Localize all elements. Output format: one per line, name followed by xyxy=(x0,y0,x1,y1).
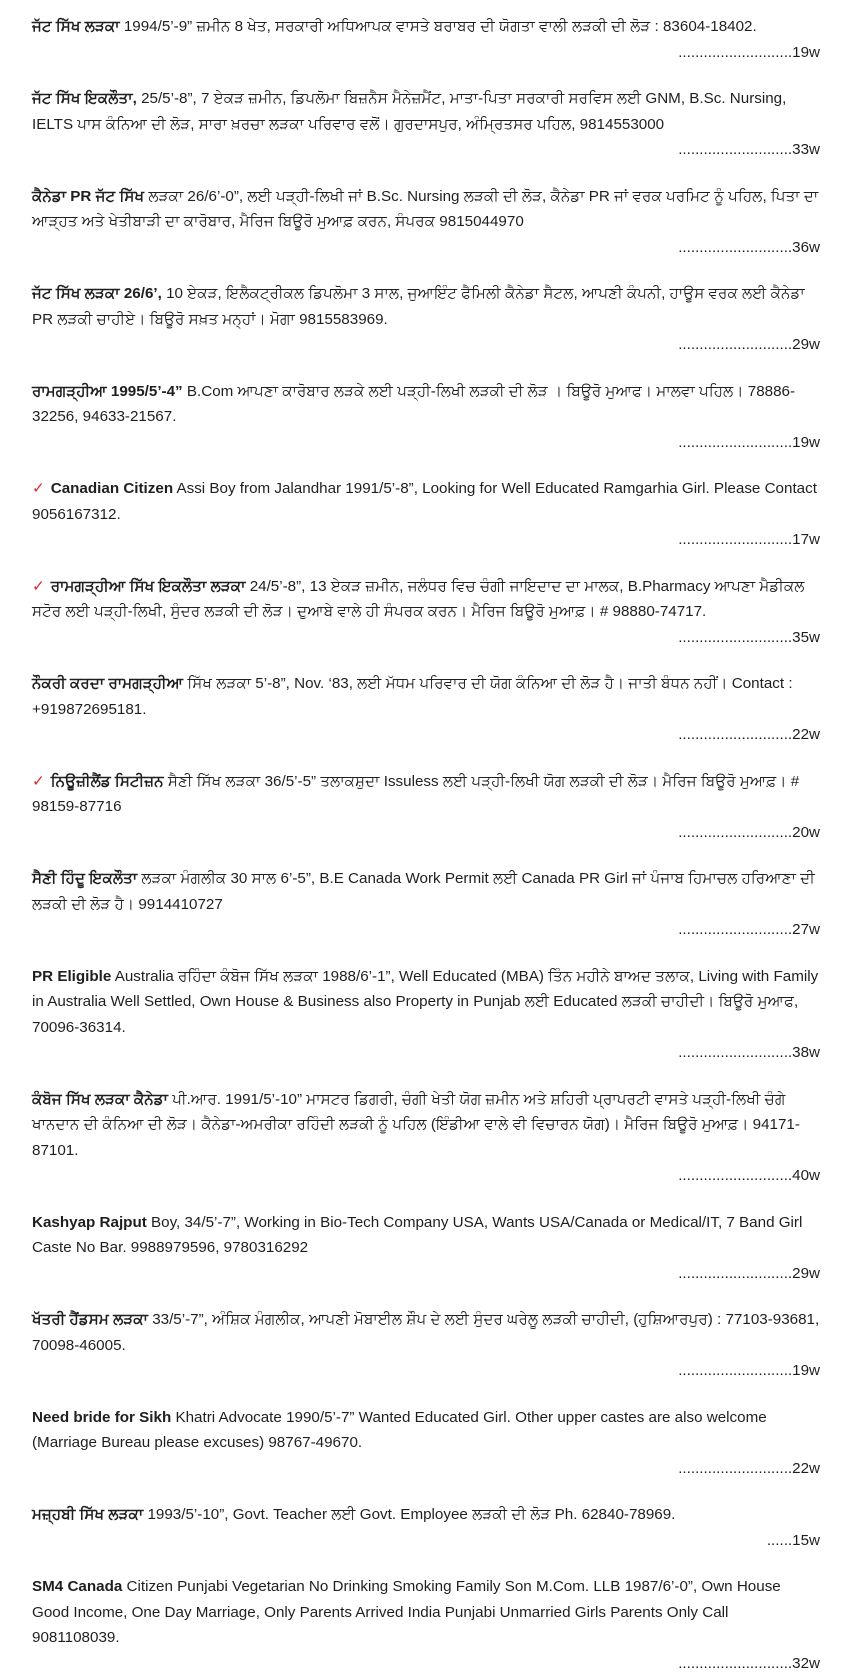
ad-text: 10 ਏਕੜ, ਇਲੈਕਟ੍ਰੀਕਲ ਡਿਪਲੋਮਾ 3 ਸਾਲ, ਜੁਆਇੰਟ ਫੈਮਿਲੀ ਕੈਨੇਡਾ ਸੈਟਲ, ਆਪਣੀ ਕੰਪਨੀ, ਹਾਊਸ ਵਰਕ ਲਈ ਕੈਨੇਡਾ PR ਲੜਕੀ ਚਾਹੀਏ। ਬਿਊਰੋ ਸਖ਼ਤ ਮਨ੍ਹਾਂ। ਮੋਗਾ 9815583969. xyxy=(32,285,805,328)
word-count: ...........................38w xyxy=(32,1040,820,1066)
ad-body xyxy=(32,14,820,40)
ad-entry xyxy=(32,86,820,163)
word-count: ...........................19w xyxy=(32,1358,820,1384)
ad-heading: Kashyap Rajput xyxy=(32,1214,147,1231)
ad-entry xyxy=(32,964,820,1066)
ad-entry xyxy=(32,184,820,261)
word-count: ...........................29w xyxy=(32,1261,820,1287)
ad-heading: ਨੌਕਰੀ ਕਰਦਾ ਰਾਮਗੜ੍ਹੀਆ xyxy=(32,675,183,692)
ad-heading: ਜੱਟ ਸਿੱਖ ਲੜਕਾ 26/6’, xyxy=(32,285,162,302)
ad-text: B.Com ਆਪਣਾ ਕਾਰੋਬਾਰ ਲੜਕੇ ਲਈ ਪੜ੍ਹੀ-ਲਿਖੀ ਲੜਕੀ ਦੀ ਲੋੜ । ਬਿਊਰੋ ਮੁਆਫ। ਮਾਲਵਾ ਪਹਿਲ। 78886-32256, 94633-21567. xyxy=(32,383,795,426)
ad-heading: ਕੈਨੇਡਾ PR ਜੱਟ ਸਿੱਖ xyxy=(32,188,144,205)
word-count: ...........................17w xyxy=(32,527,820,553)
checkmark-icon: ✓ xyxy=(32,480,45,497)
checkmark-icon: ✓ xyxy=(32,578,45,595)
ad-text: Assi Boy from Jalandhar 1991/5’-8”, Looking for Well Educated Ramgarhia Girl. Please Contact 9056167312. xyxy=(32,480,817,523)
checkmark-icon: ✓ xyxy=(32,773,45,790)
ad-body xyxy=(32,574,820,625)
word-count: ......15w xyxy=(32,1528,820,1554)
ad-heading: ਮਜ਼੍ਹਬੀ ਸਿੱਖ ਲੜਕਾ xyxy=(32,1506,143,1523)
word-count: ...........................20w xyxy=(32,820,820,846)
ad-text: 25/5’-8”, 7 ਏਕੜ ਜ਼ਮੀਨ, ਡਿਪਲੋਮਾ ਬਿਜ਼ਨੈਸ ਮੈਨੇਜ਼ਮੈਂਟ, ਮਾਤਾ-ਪਿਤਾ ਸਰਕਾਰੀ ਸਰਵਿਸ ਲਈ GNM, B.Sc. Nursing, IELTS ਪਾਸ ਕੰਨਿਆ ਦੀ ਲੋੜ, ਸਾਰਾ ਖ਼ਰਚਾ ਲੜਕਾ ਪਰਿਵਾਰ ਵਲੋਂ। ਗੁਰਦਾਸਪੁਰ, ਅੰਮ੍ਰਿਤਸਰ ਪਹਿਲ, 9814553000 xyxy=(32,90,786,133)
ad-heading: ਖੱਤਰੀ ਹੈਂਡਸਮ ਲੜਕਾ xyxy=(32,1311,148,1328)
ad-body xyxy=(32,86,820,137)
ad-body xyxy=(32,964,820,1041)
ad-body xyxy=(32,379,820,430)
ad-heading: SM4 Canada xyxy=(32,1578,122,1595)
ad-text: Australia ਰਹਿੰਦਾ ਕੰਬੋਜ ਸਿੱਖ ਲੜਕਾ 1988/6’-1”, Well Educated (MBA) ਤਿੰਨ ਮਹੀਨੇ ਬਾਅਦ ਤਲਾਕ, Living with Family in Australia Well Settled, Own House & Business also Property in Punjab ਲਈ Educated ਲੜਕੀ ਚਾਹੀਦੀ। ਬਿਊਰੋ ਮੁਆਫ, 70096-36314. xyxy=(32,968,818,1036)
ad-entry xyxy=(32,1502,820,1553)
ad-body xyxy=(32,1502,820,1528)
ad-body xyxy=(32,1405,820,1456)
ad-body xyxy=(32,281,820,332)
ads-list xyxy=(32,14,820,1676)
ad-heading: ਜੱਟ ਸਿੱਖ ਇਕਲੌਤਾ, xyxy=(32,90,137,107)
word-count: ...........................27w xyxy=(32,917,820,943)
ad-entry xyxy=(32,14,820,65)
ad-body xyxy=(32,1307,820,1358)
ad-entry xyxy=(32,1087,820,1189)
word-count: ...........................19w xyxy=(32,430,820,456)
ad-entry xyxy=(32,476,820,553)
word-count: ...........................32w xyxy=(32,1651,820,1676)
ad-body xyxy=(32,671,820,722)
ad-heading: ਰਾਮਗੜ੍ਹੀਆ 1995/5’-4” xyxy=(32,383,183,400)
ad-entry xyxy=(32,671,820,748)
word-count: ...........................22w xyxy=(32,1456,820,1482)
ad-heading: Canadian Citizen xyxy=(51,480,173,497)
ad-heading: Need bride for Sikh xyxy=(32,1409,171,1426)
ad-heading: ਜੱਟ ਸਿੱਖ ਲੜਕਾ xyxy=(32,18,120,35)
ad-text: ਸਿੱਖ ਲੜਕਾ 5’-8”, Nov. ‘83, ਲਈ ਮੱਧਮ ਪਰਿਵਾਰ ਦੀ ਯੋਗ ਕੰਨਿਆ ਦੀ ਲੋੜ ਹੈ। ਜਾਤੀ ਬੰਧਨ ਨਹੀਂ। Contact : +919872695181. xyxy=(32,675,793,718)
word-count: ...........................22w xyxy=(32,722,820,748)
ad-entry xyxy=(32,769,820,846)
ad-heading: PR Eligible xyxy=(32,968,111,985)
ad-entry xyxy=(32,1574,820,1676)
ad-entry xyxy=(32,1210,820,1287)
ad-heading: ਕੰਬੋਜ ਸਿੱਖ ਲੜਕਾ ਕੈਨੇਡਾ xyxy=(32,1091,168,1108)
ad-text: 1994/5’-9” ਜ਼ਮੀਨ 8 ਖੇਤ, ਸਰਕਾਰੀ ਅਧਿਆਪਕ ਵਾਸਤੇ ਬਰਾਬਰ ਦੀ ਯੋਗਤਾ ਵਾਲੀ ਲੜਕੀ ਦੀ ਲੋੜ : 83604-18402. xyxy=(120,18,757,35)
ad-entry xyxy=(32,281,820,358)
ad-text: Khatri Advocate 1990/5’-7” Wanted Educated Girl. Other upper castes are also welcome (Marriage Bureau please excuses) 98767-49670. xyxy=(32,1409,767,1452)
ad-body xyxy=(32,184,820,235)
ad-body xyxy=(32,1210,820,1261)
ad-heading: ਰਾਮਗੜ੍ਹੀਆ ਸਿੱਖ ਇਕਲੌਤਾ ਲੜਕਾ xyxy=(51,578,246,595)
ad-text: ਸੈਣੀ ਸਿੱਖ ਲੜਕਾ 36/5’-5” ਤਲਾਕਸ਼ੁਦਾ Issuless ਲਈ ਪੜ੍ਹੀ-ਲਿਖੀ ਯੋਗ ਲੜਕੀ ਦੀ ਲੋੜ। ਮੈਰਿਜ ਬਿਊਰੋ ਮੁਆਫ਼। # 98159-87716 xyxy=(32,773,799,816)
ad-entry xyxy=(32,1405,820,1482)
word-count: ...........................33w xyxy=(32,137,820,163)
ad-text: 33/5’-7”, ਅੰਸ਼ਿਕ ਮੰਗਲੀਕ, ਆਪਣੀ ਮੋਬਾਈਲ ਸ਼ੌਪ ਦੇ ਲਈ ਸੁੰਦਰ ਘਰੇਲੂ ਲੜਕੀ ਚਾਹੀਦੀ, (ਹੁਸ਼ਿਆਰਪੁਰ) : 77103-93681, 70098-46005. xyxy=(32,1311,819,1354)
ad-entry xyxy=(32,1307,820,1384)
word-count: ...........................29w xyxy=(32,332,820,358)
ad-text: Boy, 34/5’-7”, Working in Bio-Tech Company USA, Wants USA/Canada or Medical/IT, 7 Band Girl Caste No Bar. 9988979596, 9780316292 xyxy=(32,1214,802,1257)
word-count: ...........................36w xyxy=(32,235,820,261)
word-count: ...........................35w xyxy=(32,625,820,651)
ad-body xyxy=(32,1574,820,1651)
ad-text: ਲੜਕਾ 26/6’-0”, ਲਈ ਪੜ੍ਹੀ-ਲਿਖੀ ਜਾਂ B.Sc. Nursing ਲੜਕੀ ਦੀ ਲੋੜ, ਕੈਨੇਡਾ PR ਜਾਂ ਵਰਕ ਪਰਮਿਟ ਨੂੰ ਪਹਿਲ, ਪਿਤਾ ਦਾ ਆੜ੍ਹਤ ਅਤੇ ਖੇਤੀਬਾੜੀ ਦਾ ਕਾਰੋਬਾਰ, ਮੈਰਿਜ ਬਿਊਰੋ ਮੁਆਫ਼ ਕਰਨ, ਸੰਪਰਕ 9815044970 xyxy=(32,188,818,231)
ad-entry xyxy=(32,866,820,943)
ad-body xyxy=(32,1087,820,1164)
ad-heading: ਸੈਣੀ ਹਿੰਦੂ ਇਕਲੌਤਾ xyxy=(32,870,137,887)
ad-body xyxy=(32,769,820,820)
word-count: ...........................19w xyxy=(32,40,820,66)
ad-text: Citizen Punjabi Vegetarian No Drinking Smoking Family Son M.Com. LLB 1987/6’-0”, Own House Good Income, One Day Marriage, Only Parents Arrived India Punjabi Unmarried Girls Parents Only Call 9081108039. xyxy=(32,1578,781,1646)
ad-entry xyxy=(32,574,820,651)
ad-body xyxy=(32,476,820,527)
ad-text: ਪੀ.ਆਰ. 1991/5’-10” ਮਾਸਟਰ ਡਿਗਰੀ, ਚੰਗੀ ਖੇਤੀ ਯੋਗ ਜ਼ਮੀਨ ਅਤੇ ਸ਼ਹਿਰੀ ਪ੍ਰਾਪਰਟੀ ਵਾਸਤੇ ਪੜ੍ਹੀ-ਲਿਖੀ ਚੰਗੇ ਖਾਨਦਾਨ ਦੀ ਕੰਨਿਆ ਦੀ ਲੋੜ। ਕੈਨੇਡਾ-ਅਮਰੀਕਾ ਰਹਿੰਦੀ ਲੜਕੀ ਨੂੰ ਪਹਿਲ (ਇੰਡੀਆ ਵਾਲੇ ਵੀ ਵਿਚਾਰਨ ਯੋਗ)। ਮੈਰਿਜ ਬਿਊਰੋ ਮੁਆਫ਼। 94171-87101. xyxy=(32,1091,800,1159)
ad-heading: ਨਿਊਜ਼ੀਲੈਂਡ ਸਿਟੀਜ਼ਨ xyxy=(51,773,164,790)
ad-text: 24/5’-8”, 13 ਏਕੜ ਜ਼ਮੀਨ, ਜਲੰਧਰ ਵਿਚ ਚੰਗੀ ਜਾਇਦਾਦ ਦਾ ਮਾਲਕ, B.Pharmacy ਆਪਣਾ ਮੈਡੀਕਲ ਸਟੋਰ ਲਈ ਪੜ੍ਹੀ-ਲਿਖੀ, ਸੁੰਦਰ ਲੜਕੀ ਦੀ ਲੋੜ। ਦੁਆਬੇ ਵਾਲੇ ਹੀ ਸੰਪਰਕ ਕਰਨ। ਮੈਰਿਜ ਬਿਊਰੋ ਮੁਆਫ਼। # 98880-74717. xyxy=(32,578,804,621)
ad-text: ਲੜਕਾ ਮੰਗਲੀਕ 30 ਸਾਲ 6’-5”, B.E Canada Work Permit ਲਈ Canada PR Girl ਜਾਂ ਪੰਜਾਬ ਹਿਮਾਚਲ ਹਰਿਆਣਾ ਦੀ ਲੜਕੀ ਦੀ ਲੋੜ ਹੈ। 9914410727 xyxy=(32,870,815,913)
ad-entry xyxy=(32,379,820,456)
ad-body xyxy=(32,866,820,917)
word-count: ...........................40w xyxy=(32,1163,820,1189)
ad-text: 1993/5’-10”, Govt. Teacher ਲਈ Govt. Employee ਲੜਕੀ ਦੀ ਲੋੜ Ph. 62840-78969. xyxy=(143,1506,675,1523)
